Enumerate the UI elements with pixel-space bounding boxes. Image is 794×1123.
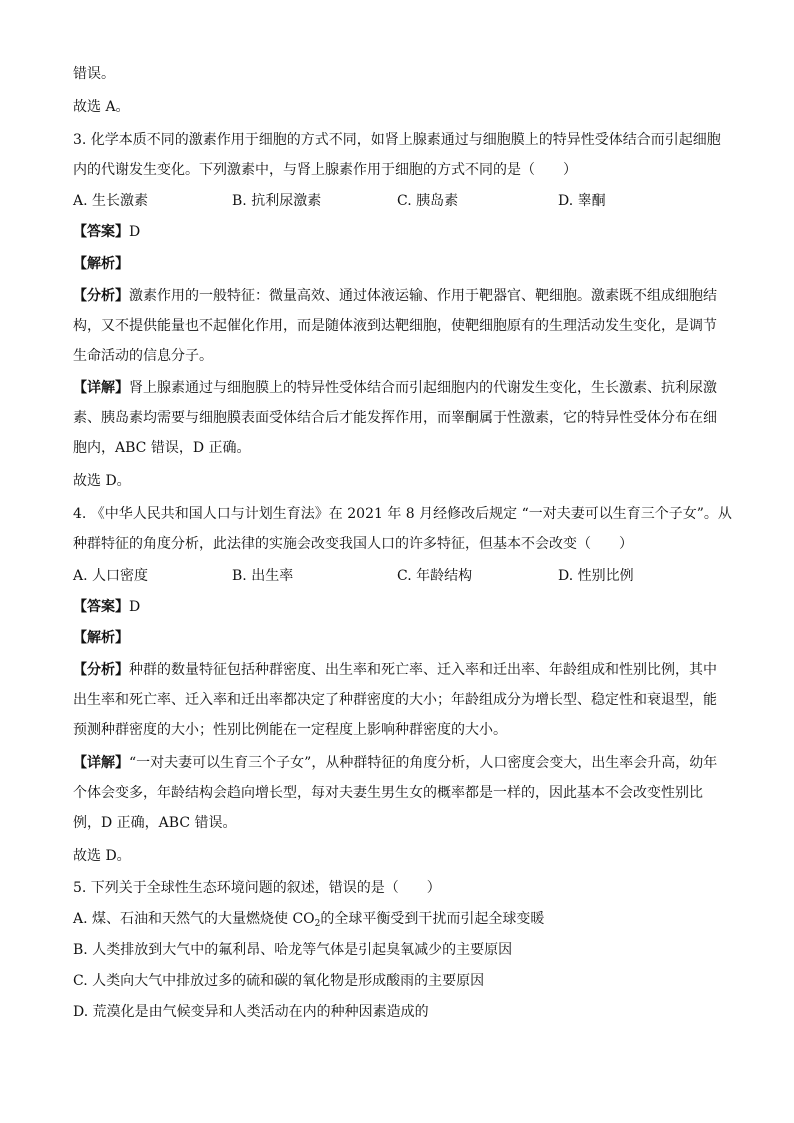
q3-fenxi-line-3: 生命活动的信息分子。 <box>73 348 213 364</box>
fenxi-text: 激素作用的一般特征：微量高效、通过体液运输、作用于靶器官、靶细胞。激素既不组成细胞结 <box>129 288 717 304</box>
prev-conclusion: 故选 A。 <box>73 99 130 115</box>
q5-option-d: D. 荒漠化是由气候变异和人类活动在内的种种因素造成的 <box>73 1004 429 1020</box>
q4-option-c: C. 年龄结构 <box>397 568 473 584</box>
q3-option-b: B. 抗利尿激素 <box>232 193 322 209</box>
q4-xiangjie-line-3: 例，D 正确，ABC 错误。 <box>73 815 237 831</box>
q3-option-a: A. 生长激素 <box>73 193 149 209</box>
answer-value: D <box>129 599 141 615</box>
q4-option-b: B. 出生率 <box>232 568 294 584</box>
q4-analysis-tag <box>73 628 129 648</box>
co2-subscript: 2 <box>314 919 321 929</box>
answer-value: D <box>129 224 141 240</box>
q3-stem-line-1: 3. 化学本质不同的激素作用于细胞的方式不同，如肾上腺素通过与细胞膜上的特异性受体结合而引起细胞 <box>73 132 721 148</box>
q3-xiangjie-line-3: 胞内，ABC 错误，D 正确。 <box>73 440 251 456</box>
q3-option-d: D. 睾酮 <box>558 193 606 209</box>
fenxi-tag: 【分析】 <box>73 662 129 678</box>
q4-option-a: A. 人口密度 <box>73 568 149 584</box>
q5-option-b: B. 人类排放到大气中的氟利昂、哈龙等气体是引起臭氧减少的主要原因 <box>73 942 513 958</box>
q3-fenxi-line-1 <box>73 286 717 306</box>
analysis-tag: 【解析】 <box>73 630 129 646</box>
q4-conclusion: 故选 D。 <box>73 848 131 864</box>
q3-xiangjie-line-2: 素、胰岛素均需要与细胞膜表面受体结合后才能发挥作用，而睾酮属于性激素，它的特异性受体分布在细 <box>73 410 717 426</box>
analysis-tag: 【解析】 <box>73 256 129 272</box>
fenxi-tag: 【分析】 <box>73 288 129 304</box>
q4-option-d: D. 性别比例 <box>558 568 634 584</box>
q4-xiangjie-line-2: 个体会变多，年龄结构会趋向增长型，每对夫妻生男生女的概率都是一样的，因此基本不会改变性别比 <box>73 785 703 801</box>
q5-option-c: C. 人类向大气中排放过多的硫和碳的氧化物是形成酸雨的主要原因 <box>73 973 485 989</box>
q3-stem-line-2: 内的代谢发生变化。下列激素中，与肾上腺素作用于细胞的方式不同的是（ ） <box>73 162 577 178</box>
q4-fenxi-line-1 <box>73 660 717 680</box>
q3-analysis-tag <box>73 254 129 274</box>
fenxi-text: 种群的数量特征包括种群密度、出生率和死亡率、迁入率和迁出率、年龄组成和性别比例，其中 <box>129 662 717 678</box>
answer-tag: 【答案】 <box>73 599 129 615</box>
xiangjie-tag: 【详解】 <box>73 755 129 771</box>
q3-xiangjie-line-1 <box>73 378 717 398</box>
q3-option-c: C. 胰岛素 <box>397 193 459 209</box>
q3-fenxi-line-2: 构，又不提供能量也不起催化作用，而是随体液到达靶细胞，使靶细胞原有的生理活动发生变化，是调节 <box>73 318 717 334</box>
q4-fenxi-line-3: 预测种群密度的大小；性别比例能在一定程度上影响种群密度的大小。 <box>73 722 507 738</box>
xiangjie-text: 肾上腺素通过与细胞膜上的特异性受体结合而引起细胞内的代谢发生变化，生长激素、抗利尿激 <box>129 380 717 396</box>
q4-fenxi-line-2: 出生率和死亡率、迁入率和迁出率都决定了种群密度的大小；年龄组成分为增长型、稳定性和衰退型，能 <box>73 692 717 708</box>
prev-explanation-end: 错误。 <box>73 66 115 82</box>
xiangjie-tag: 【详解】 <box>73 380 129 396</box>
q4-stem-line-1: 4. 《中华人民共和国人口与计划生育法》在 2021 年 8 月经修改后规定 “一对夫妻可以生育三个子女”。从 <box>73 506 732 522</box>
q5-stem: 5. 下列关于全球性生态环境问题的叙述，错误的是（ ） <box>73 880 441 896</box>
q4-answer <box>73 597 140 617</box>
q5-option-a <box>73 909 544 929</box>
q4-stem-line-2: 种群特征的角度分析，此法律的实施会改变我国人口的许多特征，但基本不会改变（ ） <box>73 536 633 552</box>
answer-tag: 【答案】 <box>73 224 129 240</box>
xiangjie-text: “一对夫妻可以生育三个子女”，从种群特征的角度分析，人口密度会变大，出生率会升高，幼年 <box>129 755 718 771</box>
q4-xiangjie-line-1 <box>73 753 717 773</box>
q5-option-a-pre: A. 煤、石油和天然气的大量燃烧使 CO <box>73 911 315 927</box>
q5-option-a-post: 的全球平衡受到干扰而引起全球变暖 <box>320 911 545 927</box>
q3-answer <box>73 222 140 242</box>
q3-conclusion: 故选 D。 <box>73 473 131 489</box>
